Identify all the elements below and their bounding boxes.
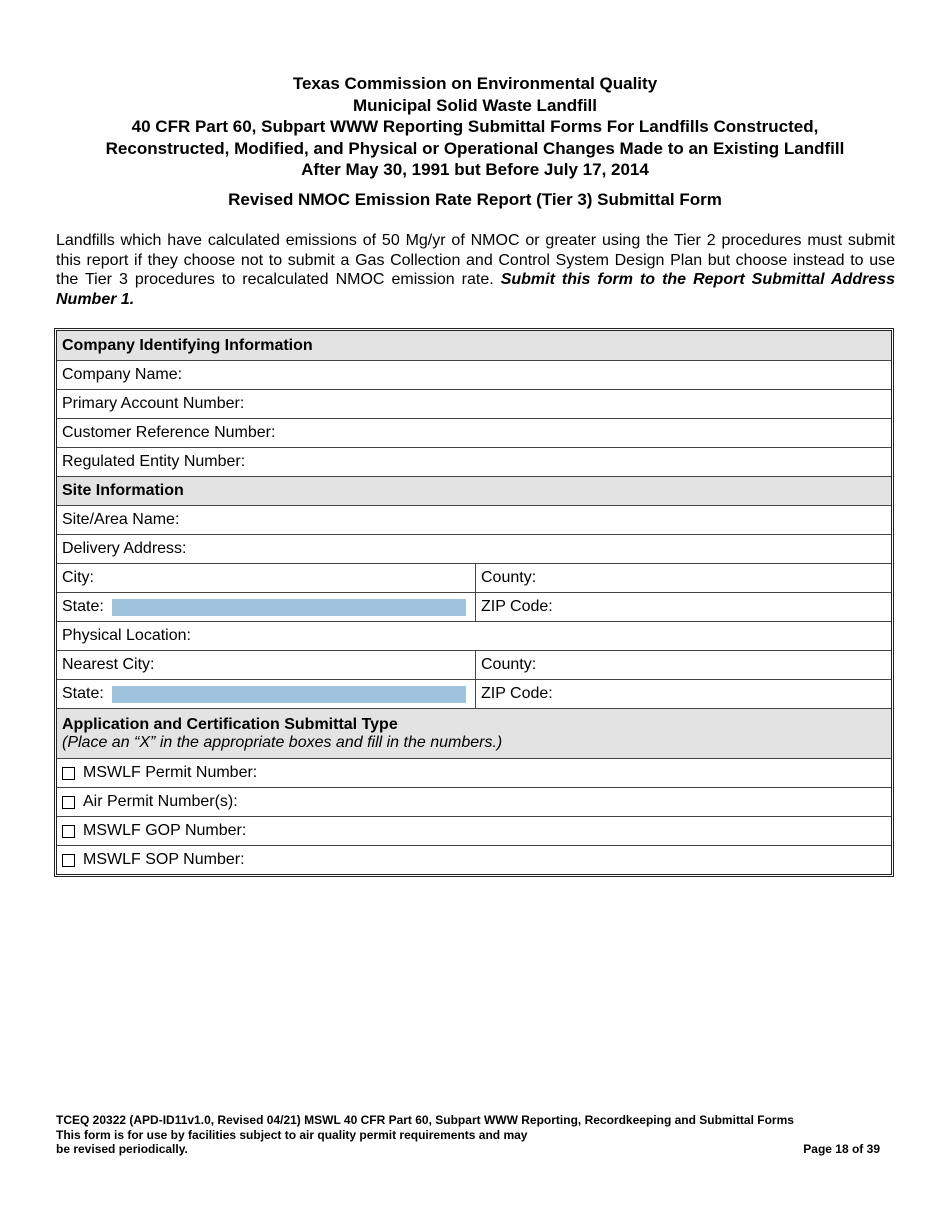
county-field[interactable]: County: bbox=[481, 569, 537, 586]
document-header bbox=[0, 73, 950, 181]
nearest-city-county-row bbox=[57, 650, 891, 679]
header-title-line3: After May 30, 1991 but Before July 17, 2014 bbox=[301, 160, 649, 179]
footer-note-line2: be revised periodically. bbox=[56, 1142, 188, 1156]
application-heading-note: (Place an “X” in the appropriate boxes and fill in the numbers.) bbox=[62, 733, 503, 751]
footer-form-id: TCEQ 20322 (APD-ID11v1.0, Revised 04/21) MSWL 40 CFR Part 60, Subpart WWW Reporting, Recordkeeping and Submittal Forms bbox=[56, 1113, 794, 1127]
city-field[interactable]: City: bbox=[57, 564, 476, 592]
delivery-address-label: Delivery Address: bbox=[62, 540, 187, 557]
nearest-city-field[interactable]: Nearest City: bbox=[57, 651, 476, 679]
mswlf-permit-checkbox[interactable] bbox=[62, 767, 75, 780]
air-permit-label: Air Permit Number(s): bbox=[83, 793, 238, 810]
site-area-row[interactable] bbox=[57, 505, 891, 534]
air-permit-row bbox=[57, 787, 891, 816]
header-title-line2: Reconstructed, Modified, and Physical or Operational Changes Made to an Existing Landfill bbox=[105, 138, 845, 158]
regulated-entity-label: Regulated Entity Number: bbox=[62, 453, 246, 470]
company-name-label: Company Name: bbox=[62, 366, 183, 383]
intro-text: Landfills which have calculated emissions of 50 Mg/yr of NMOC or greater using the Tier 2 procedures must submit this report if they choose not to submit a Gas Collection and Control System Design Plan but choose instead to use the Tier 3 procedures to recalculated NMOC emission rate. bbox=[56, 232, 895, 288]
mswlf-permit-label: MSWLF Permit Number: bbox=[83, 764, 258, 781]
customer-reference-label: Customer Reference Number: bbox=[62, 424, 276, 441]
mswlf-sop-checkbox[interactable] bbox=[62, 854, 75, 867]
mswlf-sop-row bbox=[57, 845, 891, 874]
state-label: State: bbox=[62, 598, 104, 615]
intro-paragraph bbox=[56, 231, 895, 309]
primary-account-label: Primary Account Number: bbox=[62, 395, 245, 412]
county-field-2[interactable]: County: bbox=[481, 656, 537, 673]
delivery-address-row[interactable] bbox=[57, 534, 891, 563]
state-zip-row-2 bbox=[57, 679, 891, 708]
physical-location-label: Physical Location: bbox=[62, 627, 191, 644]
city-county-row bbox=[57, 563, 891, 592]
header-agency: Texas Commission on Environmental Quality bbox=[292, 74, 658, 93]
physical-location-row[interactable] bbox=[57, 621, 891, 650]
zip-field[interactable]: ZIP Code: bbox=[481, 598, 553, 615]
site-section-heading: Site Information bbox=[57, 476, 891, 505]
company-section-heading: Company Identifying Information bbox=[57, 331, 891, 360]
state-zip-row bbox=[57, 592, 891, 621]
footer-note-line1: This form is for use by facilities subject to air quality permit requirements and may bbox=[56, 1127, 528, 1142]
customer-reference-row[interactable] bbox=[57, 418, 891, 447]
page-number: Page 18 of 39 bbox=[803, 1142, 880, 1156]
application-heading-title: Application and Certification Submittal Type bbox=[62, 715, 398, 733]
intro-emphasis: Submit this form to the Report Submittal Address Number 1. bbox=[56, 271, 896, 308]
page-footer bbox=[56, 1113, 881, 1157]
state-dropdown[interactable] bbox=[112, 599, 466, 616]
site-area-label: Site/Area Name: bbox=[62, 511, 180, 528]
application-section-heading bbox=[57, 708, 891, 758]
state-label-2: State: bbox=[62, 685, 104, 702]
primary-account-row[interactable] bbox=[57, 389, 891, 418]
regulated-entity-row[interactable] bbox=[57, 447, 891, 476]
zip-field-2[interactable]: ZIP Code: bbox=[481, 685, 553, 702]
submittal-form-table bbox=[54, 328, 894, 877]
mswlf-permit-row bbox=[57, 758, 891, 787]
company-name-row[interactable] bbox=[57, 360, 891, 389]
mswlf-gop-row bbox=[57, 816, 891, 845]
air-permit-checkbox[interactable] bbox=[62, 796, 75, 809]
state-dropdown-2[interactable] bbox=[112, 686, 466, 703]
mswlf-gop-label: MSWLF GOP Number: bbox=[83, 822, 247, 839]
form-subtitle: Revised NMOC Emission Rate Report (Tier 3) Submittal Form bbox=[228, 190, 722, 209]
mswlf-gop-checkbox[interactable] bbox=[62, 825, 75, 838]
header-program: Municipal Solid Waste Landfill bbox=[353, 95, 597, 115]
header-title-line1: 40 CFR Part 60, Subpart WWW Reporting Submittal Forms For Landfills Constructed, bbox=[131, 117, 819, 136]
mswlf-sop-label: MSWLF SOP Number: bbox=[83, 851, 245, 868]
